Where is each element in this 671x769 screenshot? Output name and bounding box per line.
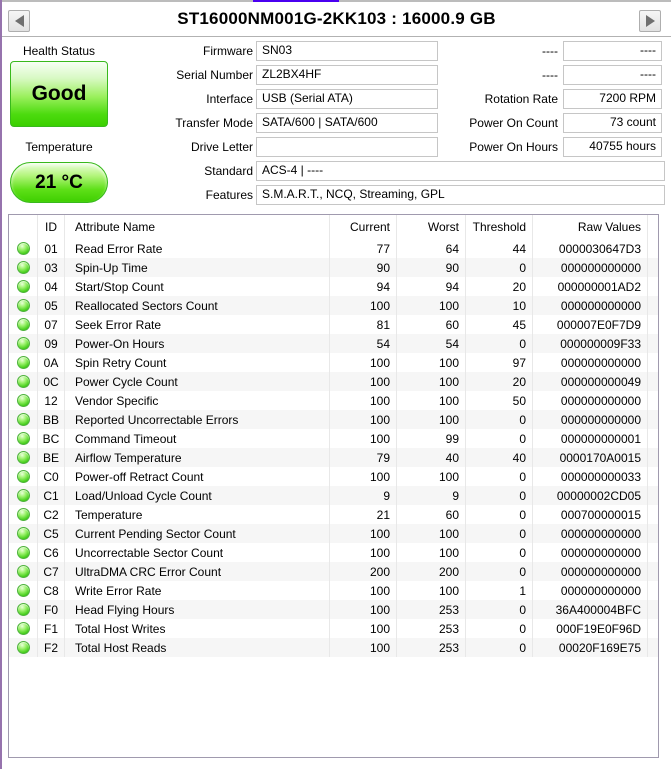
info-field-row (440, 39, 665, 63)
green-orb-icon (17, 470, 30, 483)
status-cell (9, 638, 38, 657)
attribute-row[interactable] (9, 448, 658, 467)
row-spacer (648, 600, 658, 619)
row-spacer (648, 638, 658, 657)
info-field-label: ---- (542, 44, 558, 58)
prev-drive-button[interactable] (8, 10, 30, 32)
attribute-id: 12 (38, 391, 65, 410)
row-spacer (648, 429, 658, 448)
attribute-row[interactable] (9, 467, 658, 486)
attribute-threshold: 10 (466, 296, 533, 315)
attribute-id: F0 (38, 600, 65, 619)
attribute-worst: 54 (397, 334, 466, 353)
status-cell (9, 600, 38, 619)
status-cell (9, 562, 38, 581)
attribute-id: C1 (38, 486, 65, 505)
attribute-threshold: 20 (466, 277, 533, 296)
info-field-label: Serial Number (176, 68, 253, 82)
green-orb-icon (17, 584, 30, 597)
attribute-id: 01 (38, 239, 65, 258)
attribute-name: Load/Unload Cycle Count (65, 486, 330, 505)
attribute-name: Head Flying Hours (65, 600, 330, 619)
attribute-row[interactable] (9, 543, 658, 562)
attribute-row[interactable] (9, 619, 658, 638)
attribute-current: 100 (330, 638, 397, 657)
header-status-column[interactable] (9, 215, 38, 239)
attribute-threshold: 0 (466, 505, 533, 524)
attribute-worst: 99 (397, 429, 466, 448)
info-field-row (440, 63, 665, 87)
status-cell (9, 239, 38, 258)
header-threshold[interactable]: Threshold (466, 215, 533, 239)
status-cell (9, 410, 38, 429)
info-field-value[interactable]: SN03 (256, 41, 438, 61)
row-spacer (648, 391, 658, 410)
header-raw-values[interactable]: Raw Values (533, 215, 648, 239)
attribute-id: 03 (38, 258, 65, 277)
attribute-id: C0 (38, 467, 65, 486)
attribute-id: F1 (38, 619, 65, 638)
attribute-raw-values: 000007E0F7D9 (533, 315, 648, 334)
attribute-worst: 253 (397, 619, 466, 638)
drive-title: ST16000NM001G-2KK103 : 16000.9 GB (177, 9, 496, 28)
header-current[interactable]: Current (330, 215, 397, 239)
attribute-id: C8 (38, 581, 65, 600)
attribute-current: 100 (330, 296, 397, 315)
attribute-threshold: 0 (466, 524, 533, 543)
green-orb-icon (17, 299, 30, 312)
info-field-value[interactable]: ZL2BX4HF (256, 65, 438, 85)
attribute-current: 100 (330, 429, 397, 448)
green-orb-icon (17, 565, 30, 578)
next-drive-button[interactable] (639, 10, 661, 32)
green-orb-icon (17, 242, 30, 255)
info-field-value[interactable] (256, 137, 438, 157)
attribute-current: 100 (330, 524, 397, 543)
attribute-worst: 90 (397, 258, 466, 277)
row-spacer (648, 334, 658, 353)
header-worst[interactable]: Worst (397, 215, 466, 239)
attribute-raw-values: 000F19E0F96D (533, 619, 648, 638)
attribute-name: Vendor Specific (65, 391, 330, 410)
status-cell (9, 277, 38, 296)
attribute-worst: 100 (397, 353, 466, 372)
row-spacer (648, 467, 658, 486)
green-orb-icon (17, 489, 30, 502)
attribute-raw-values: 000700000015 (533, 505, 648, 524)
right-triangle-icon (646, 15, 655, 27)
attribute-raw-values: 0000030647D3 (533, 239, 648, 258)
attribute-raw-values: 000000000000 (533, 258, 648, 277)
attribute-threshold: 1 (466, 581, 533, 600)
row-spacer (648, 277, 658, 296)
attribute-current: 90 (330, 258, 397, 277)
row-spacer (648, 619, 658, 638)
attribute-current: 54 (330, 334, 397, 353)
status-cell (9, 429, 38, 448)
green-orb-icon (17, 261, 30, 274)
attribute-worst: 60 (397, 505, 466, 524)
green-orb-icon (17, 337, 30, 350)
attribute-raw-values: 000000000000 (533, 391, 648, 410)
attribute-id: C7 (38, 562, 65, 581)
attribute-threshold: 50 (466, 391, 533, 410)
status-cell (9, 448, 38, 467)
temperature-value: 21 °C (35, 171, 83, 193)
info-field-label: Drive Letter (190, 140, 253, 154)
status-cell (9, 334, 38, 353)
status-cell (9, 543, 38, 562)
attribute-worst: 100 (397, 524, 466, 543)
attribute-name: Power-On Hours (65, 334, 330, 353)
temperature-label: Temperature (25, 140, 93, 154)
info-field-label: Power On Count (469, 116, 558, 130)
attribute-row[interactable] (9, 296, 658, 315)
info-field-row (440, 87, 665, 111)
info-field-row (2, 159, 667, 183)
green-orb-icon (17, 546, 30, 559)
attribute-id: F2 (38, 638, 65, 657)
attribute-threshold: 0 (466, 543, 533, 562)
green-orb-icon (17, 603, 30, 616)
attribute-threshold: 44 (466, 239, 533, 258)
table-header-row (9, 215, 658, 239)
green-orb-icon (17, 641, 30, 654)
attribute-row[interactable] (9, 410, 658, 429)
attribute-raw-values: 00020F169E75 (533, 638, 648, 657)
attribute-raw-values: 0000170A0015 (533, 448, 648, 467)
attribute-raw-values: 00000002CD05 (533, 486, 648, 505)
status-cell (9, 391, 38, 410)
header-attribute-name[interactable]: Attribute Name (65, 215, 330, 239)
attribute-current: 200 (330, 562, 397, 581)
attribute-id: 09 (38, 334, 65, 353)
drive-stats-list (440, 39, 665, 159)
status-cell (9, 258, 38, 277)
attribute-name: Current Pending Sector Count (65, 524, 330, 543)
info-field-value[interactable]: 40755 hours (563, 137, 662, 157)
attribute-row[interactable] (9, 429, 658, 448)
attribute-threshold: 0 (466, 600, 533, 619)
status-cell (9, 581, 38, 600)
info-field-value[interactable]: 73 count (563, 113, 662, 133)
row-spacer (648, 372, 658, 391)
attribute-current: 100 (330, 467, 397, 486)
attribute-current: 77 (330, 239, 397, 258)
attribute-worst: 200 (397, 562, 466, 581)
attribute-id: C5 (38, 524, 65, 543)
attribute-raw-values: 000000000001 (533, 429, 648, 448)
info-field-row (440, 135, 665, 159)
status-cell (9, 315, 38, 334)
info-field-label: Firmware (203, 44, 253, 58)
attribute-id: BE (38, 448, 65, 467)
attribute-row[interactable] (9, 353, 658, 372)
green-orb-icon (17, 413, 30, 426)
green-orb-icon (17, 394, 30, 407)
status-cell (9, 372, 38, 391)
attribute-name: Start/Stop Count (65, 277, 330, 296)
attribute-current: 100 (330, 410, 397, 429)
attribute-id: 0A (38, 353, 65, 372)
attribute-raw-values: 000000000000 (533, 524, 648, 543)
attribute-id: 07 (38, 315, 65, 334)
attribute-row[interactable] (9, 277, 658, 296)
attribute-row[interactable] (9, 258, 658, 277)
attribute-name: Spin-Up Time (65, 258, 330, 277)
attribute-current: 100 (330, 391, 397, 410)
attribute-id: BB (38, 410, 65, 429)
row-spacer (648, 486, 658, 505)
attribute-row[interactable] (9, 562, 658, 581)
attribute-raw-values: 000000009F33 (533, 334, 648, 353)
attribute-threshold: 0 (466, 638, 533, 657)
green-orb-icon (17, 432, 30, 445)
header-id[interactable]: ID (38, 215, 65, 239)
attribute-name: Reported Uncorrectable Errors (65, 410, 330, 429)
attribute-raw-values: 000000000000 (533, 410, 648, 429)
attribute-threshold: 45 (466, 315, 533, 334)
attribute-name: Command Timeout (65, 429, 330, 448)
attribute-threshold: 0 (466, 334, 533, 353)
attribute-row[interactable] (9, 486, 658, 505)
attribute-threshold: 0 (466, 562, 533, 581)
info-field-row (2, 183, 667, 207)
row-spacer (648, 410, 658, 429)
attribute-worst: 253 (397, 638, 466, 657)
attribute-row[interactable] (9, 505, 658, 524)
attribute-id: 04 (38, 277, 65, 296)
info-field-label: Interface (206, 92, 253, 106)
attribute-name: Power Cycle Count (65, 372, 330, 391)
info-field-value[interactable]: ---- (563, 65, 662, 85)
attribute-worst: 9 (397, 486, 466, 505)
attribute-name: Temperature (65, 505, 330, 524)
attribute-row[interactable] (9, 334, 658, 353)
health-status-value: Good (31, 82, 87, 105)
attribute-threshold: 97 (466, 353, 533, 372)
health-status-label: Health Status (22, 44, 96, 58)
attribute-name: Power-off Retract Count (65, 467, 330, 486)
attribute-worst: 100 (397, 467, 466, 486)
attribute-threshold: 40 (466, 448, 533, 467)
attribute-row[interactable] (9, 638, 658, 657)
attribute-threshold: 0 (466, 619, 533, 638)
attribute-worst: 40 (397, 448, 466, 467)
row-spacer (648, 448, 658, 467)
green-orb-icon (17, 318, 30, 331)
status-cell (9, 619, 38, 638)
status-cell (9, 467, 38, 486)
attribute-current: 100 (330, 600, 397, 619)
info-field-value[interactable]: ACS-4 | ---- (256, 161, 665, 181)
info-field-label: ---- (542, 68, 558, 82)
attribute-threshold: 0 (466, 258, 533, 277)
attribute-raw-values: 000000000033 (533, 467, 648, 486)
drive-title-bar (2, 2, 671, 37)
attribute-raw-values: 000000000000 (533, 543, 648, 562)
status-cell (9, 296, 38, 315)
green-orb-icon (17, 375, 30, 388)
status-cell (9, 524, 38, 543)
attribute-worst: 100 (397, 543, 466, 562)
info-field-value[interactable]: 7200 RPM (563, 89, 662, 109)
attribute-current: 9 (330, 486, 397, 505)
info-field-label: Features (205, 188, 253, 202)
row-spacer (648, 239, 658, 258)
left-triangle-icon (15, 15, 24, 27)
status-cell (9, 353, 38, 372)
attribute-raw-values: 000000001AD2 (533, 277, 648, 296)
attribute-row[interactable] (9, 581, 658, 600)
attribute-worst: 100 (397, 372, 466, 391)
attribute-current: 100 (330, 619, 397, 638)
attribute-id: BC (38, 429, 65, 448)
attribute-threshold: 20 (466, 372, 533, 391)
row-spacer (648, 296, 658, 315)
attribute-name: Airflow Temperature (65, 448, 330, 467)
info-field-value[interactable]: S.M.A.R.T., NCQ, Streaming, GPL (256, 185, 665, 205)
row-spacer (648, 353, 658, 372)
green-orb-icon (17, 451, 30, 464)
attribute-current: 100 (330, 581, 397, 600)
green-orb-icon (17, 508, 30, 521)
attribute-id: C2 (38, 505, 65, 524)
attribute-row[interactable] (9, 391, 658, 410)
attribute-name: Read Error Rate (65, 239, 330, 258)
info-field-value[interactable]: ---- (563, 41, 662, 61)
attribute-worst: 100 (397, 296, 466, 315)
attribute-worst: 253 (397, 600, 466, 619)
row-spacer (648, 562, 658, 581)
attribute-row[interactable] (9, 524, 658, 543)
attribute-raw-values: 000000000000 (533, 296, 648, 315)
attribute-worst: 100 (397, 391, 466, 410)
attribute-current: 100 (330, 372, 397, 391)
row-spacer (648, 524, 658, 543)
info-field-label: Transfer Mode (175, 116, 253, 130)
attribute-worst: 60 (397, 315, 466, 334)
attribute-name: Seek Error Rate (65, 315, 330, 334)
attribute-threshold: 0 (466, 486, 533, 505)
row-spacer (648, 258, 658, 277)
attribute-name: Reallocated Sectors Count (65, 296, 330, 315)
attribute-worst: 100 (397, 581, 466, 600)
attribute-raw-values: 000000000000 (533, 581, 648, 600)
row-spacer (648, 543, 658, 562)
info-field-label: Power On Hours (469, 140, 558, 154)
attribute-current: 94 (330, 277, 397, 296)
attribute-threshold: 0 (466, 429, 533, 448)
attribute-raw-values: 000000000000 (533, 353, 648, 372)
header-spacer (648, 215, 658, 239)
attribute-raw-values: 36A400004BFC (533, 600, 648, 619)
attribute-current: 79 (330, 448, 397, 467)
attribute-current: 100 (330, 543, 397, 562)
attribute-current: 21 (330, 505, 397, 524)
attribute-name: Spin Retry Count (65, 353, 330, 372)
attribute-worst: 64 (397, 239, 466, 258)
attribute-raw-values: 000000000000 (533, 562, 648, 581)
info-field-label: Rotation Rate (484, 92, 558, 106)
attribute-name: Uncorrectable Sector Count (65, 543, 330, 562)
attribute-name: UltraDMA CRC Error Count (65, 562, 330, 581)
attribute-raw-values: 000000000049 (533, 372, 648, 391)
row-spacer (648, 581, 658, 600)
smart-attributes-table (8, 214, 659, 758)
attribute-name: Write Error Rate (65, 581, 330, 600)
attribute-threshold: 0 (466, 410, 533, 429)
attribute-row[interactable] (9, 239, 658, 258)
green-orb-icon (17, 356, 30, 369)
info-field-label: Standard (204, 164, 253, 178)
attribute-worst: 94 (397, 277, 466, 296)
green-orb-icon (17, 622, 30, 635)
attribute-id: 05 (38, 296, 65, 315)
info-field-value[interactable]: SATA/600 | SATA/600 (256, 113, 438, 133)
attribute-name: Total Host Writes (65, 619, 330, 638)
row-spacer (648, 505, 658, 524)
attribute-current: 100 (330, 353, 397, 372)
attribute-row[interactable] (9, 372, 658, 391)
info-field-value[interactable]: USB (Serial ATA) (256, 89, 438, 109)
green-orb-icon (17, 527, 30, 540)
attribute-row[interactable] (9, 315, 658, 334)
attribute-id: 0C (38, 372, 65, 391)
attribute-threshold: 0 (466, 467, 533, 486)
green-orb-icon (17, 280, 30, 293)
row-spacer (648, 315, 658, 334)
attribute-row[interactable] (9, 600, 658, 619)
attribute-name: Total Host Reads (65, 638, 330, 657)
info-field-row (440, 111, 665, 135)
status-cell (9, 505, 38, 524)
attribute-current: 81 (330, 315, 397, 334)
table-body (9, 239, 658, 657)
attribute-id: C6 (38, 543, 65, 562)
status-cell (9, 486, 38, 505)
attribute-worst: 100 (397, 410, 466, 429)
